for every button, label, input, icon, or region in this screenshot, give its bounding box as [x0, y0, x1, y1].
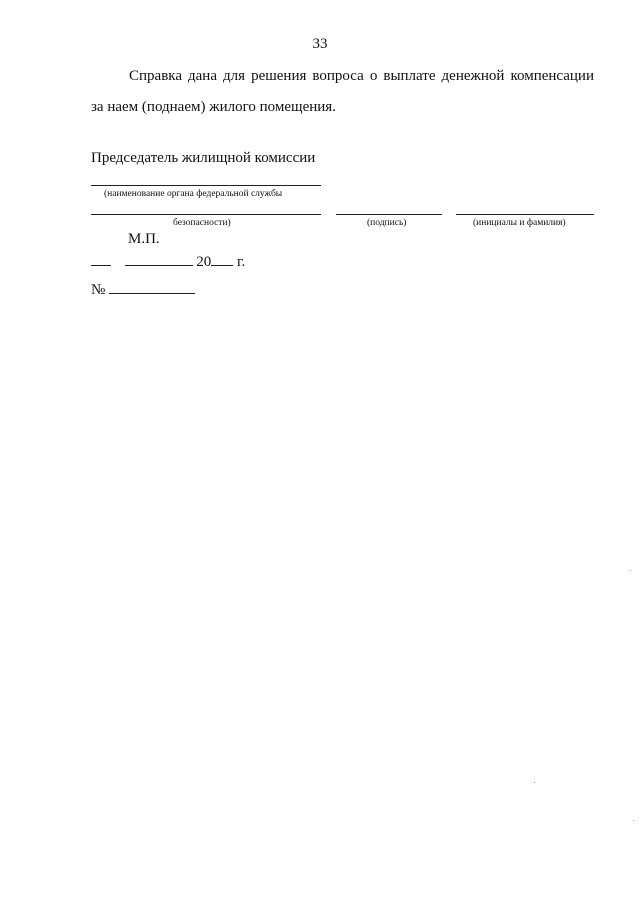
org-name-caption-2: безопасности) [173, 218, 231, 228]
name-caption: (инициалы и фамилия) [473, 218, 566, 228]
date-field [91, 253, 245, 271]
day-blank [91, 253, 111, 266]
scan-speck [633, 820, 634, 821]
year-suffix: г. [237, 254, 246, 270]
signature-line [336, 214, 442, 215]
month-blank [125, 253, 193, 266]
stamp-place: М.П. [128, 231, 160, 247]
page-number: 33 [312, 36, 328, 52]
registration-number-field [91, 281, 195, 299]
body-text-line-1: Справка дана для решения вопроса о выплате денежной компенсации [129, 68, 594, 84]
chairman-title: Председатель жилищной комиссии [91, 150, 316, 166]
signature-caption: (подпись) [367, 218, 407, 228]
org-name-line-1 [91, 185, 321, 186]
number-blank [109, 281, 195, 294]
name-line [456, 214, 594, 215]
org-name-caption-1: (наименование органа федеральной службы [104, 189, 283, 199]
scan-speck [630, 570, 631, 571]
org-name-line-2 [91, 214, 321, 215]
body-text-line-2: за наем (поднаем) жилого помещения. [91, 99, 336, 115]
scan-speck [534, 782, 535, 783]
number-sign: № [91, 282, 106, 298]
year-blank [211, 253, 233, 266]
year-prefix: 20 [196, 254, 212, 270]
